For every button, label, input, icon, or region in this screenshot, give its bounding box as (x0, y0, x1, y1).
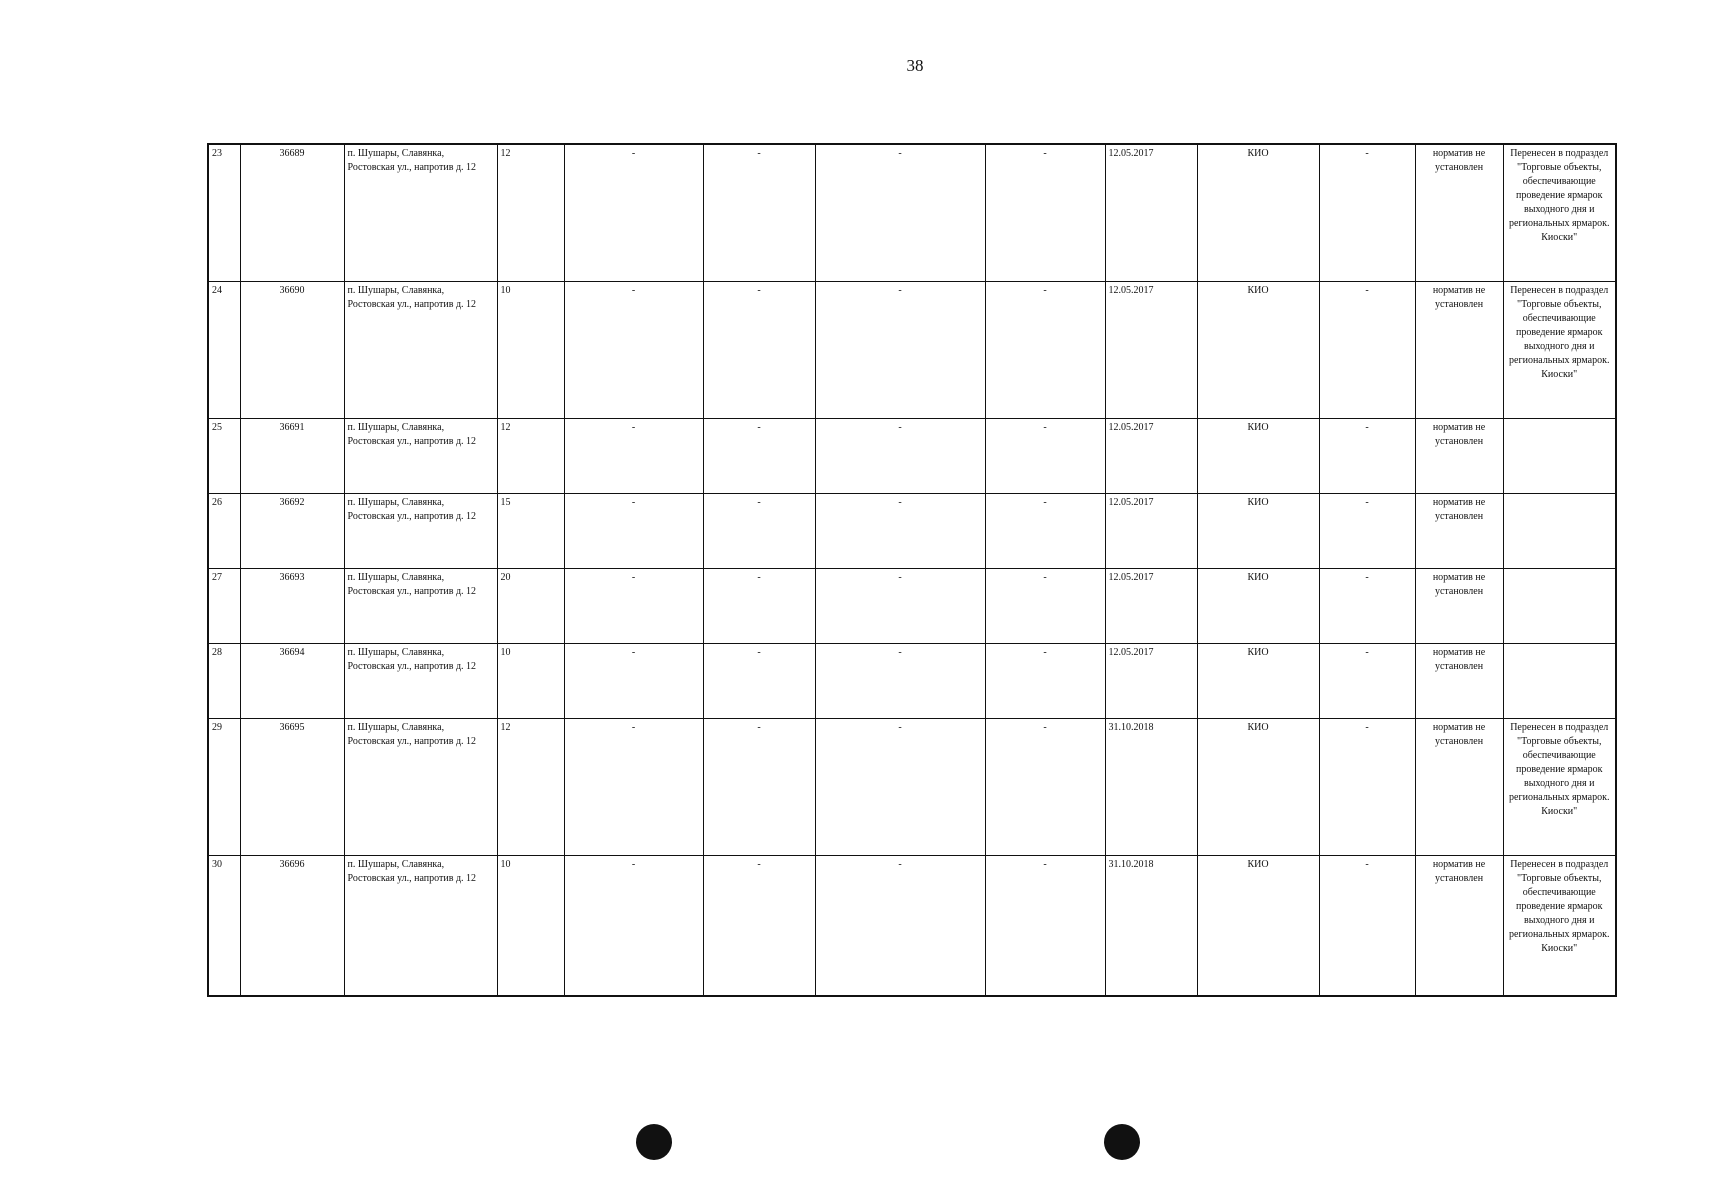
col8-cell: - (985, 568, 1105, 643)
address-cell: п. Шушары, Славянка, Ростовская ул., напротив д. 12 (344, 718, 497, 855)
address-cell: п. Шушары, Славянка, Ростовская ул., напротив д. 12 (344, 568, 497, 643)
col8-cell: - (985, 718, 1105, 855)
area-cell: 10 (497, 855, 564, 996)
col11-cell: - (1319, 493, 1415, 568)
table-row (208, 568, 1616, 643)
date-cell: 12.05.2017 (1105, 418, 1197, 493)
col5-cell: - (564, 643, 703, 718)
col5-cell: - (564, 418, 703, 493)
col7-cell: - (815, 493, 985, 568)
date-cell: 12.05.2017 (1105, 643, 1197, 718)
organization-cell: КИО (1197, 855, 1319, 996)
col11-cell: - (1319, 281, 1415, 418)
col5-cell: - (564, 855, 703, 996)
col8-cell: - (985, 493, 1105, 568)
norm-cell: норматив не установлен (1415, 418, 1503, 493)
col5-cell: - (564, 568, 703, 643)
note-cell: Перенесен в подраздел "Торговые объекты, обеспечивающие проведение ярмарок выходного дня и региональных ярмарок. Киоски" (1503, 281, 1616, 418)
row-number-cell: 25 (208, 418, 240, 493)
norm-cell: норматив не установлен (1415, 643, 1503, 718)
norm-cell: норматив не установлен (1415, 493, 1503, 568)
object-id-cell: 36696 (240, 855, 344, 996)
date-cell: 12.05.2017 (1105, 144, 1197, 281)
object-id-cell: 36693 (240, 568, 344, 643)
norm-cell: норматив не установлен (1415, 718, 1503, 855)
punch-hole-right (1104, 1124, 1140, 1160)
date-cell: 12.05.2017 (1105, 493, 1197, 568)
col5-cell: - (564, 144, 703, 281)
col8-cell: - (985, 643, 1105, 718)
object-id-cell: 36695 (240, 718, 344, 855)
table-body (208, 144, 1616, 996)
organization-cell: КИО (1197, 144, 1319, 281)
note-cell (1503, 568, 1616, 643)
punch-hole-left (636, 1124, 672, 1160)
row-number-cell: 27 (208, 568, 240, 643)
col6-cell: - (703, 493, 815, 568)
date-cell: 31.10.2018 (1105, 855, 1197, 996)
row-number-cell: 30 (208, 855, 240, 996)
area-cell: 12 (497, 144, 564, 281)
area-cell: 15 (497, 493, 564, 568)
registry-table (207, 143, 1617, 997)
organization-cell: КИО (1197, 418, 1319, 493)
col6-cell: - (703, 281, 815, 418)
table-row (208, 643, 1616, 718)
address-cell: п. Шушары, Славянка, Ростовская ул., напротив д. 12 (344, 281, 497, 418)
page-number: 38 (906, 56, 924, 75)
object-id-cell: 36690 (240, 281, 344, 418)
area-cell: 10 (497, 643, 564, 718)
col8-cell: - (985, 281, 1105, 418)
table-row (208, 855, 1616, 996)
row-number-cell: 24 (208, 281, 240, 418)
norm-cell: норматив не установлен (1415, 855, 1503, 996)
date-cell: 12.05.2017 (1105, 568, 1197, 643)
col6-cell: - (703, 144, 815, 281)
col7-cell: - (815, 643, 985, 718)
note-cell: Перенесен в подраздел "Торговые объекты, обеспечивающие проведение ярмарок выходного дня и региональных ярмарок. Киоски" (1503, 718, 1616, 855)
address-cell: п. Шушары, Славянка, Ростовская ул., напротив д. 12 (344, 418, 497, 493)
col5-cell: - (564, 281, 703, 418)
col5-cell: - (564, 718, 703, 855)
table-row (208, 493, 1616, 568)
col5-cell: - (564, 493, 703, 568)
norm-cell: норматив не установлен (1415, 281, 1503, 418)
col6-cell: - (703, 855, 815, 996)
col6-cell: - (703, 418, 815, 493)
col7-cell: - (815, 855, 985, 996)
col8-cell: - (985, 418, 1105, 493)
area-cell: 20 (497, 568, 564, 643)
col7-cell: - (815, 144, 985, 281)
object-id-cell: 36692 (240, 493, 344, 568)
date-cell: 12.05.2017 (1105, 281, 1197, 418)
row-number-cell: 23 (208, 144, 240, 281)
area-cell: 10 (497, 281, 564, 418)
note-cell: Перенесен в подраздел "Торговые объекты, обеспечивающие проведение ярмарок выходного дня и региональных ярмарок. Киоски" (1503, 144, 1616, 281)
norm-cell: норматив не установлен (1415, 568, 1503, 643)
organization-cell: КИО (1197, 281, 1319, 418)
col7-cell: - (815, 281, 985, 418)
col6-cell: - (703, 568, 815, 643)
col11-cell: - (1319, 643, 1415, 718)
table-row (208, 718, 1616, 855)
object-id-cell: 36691 (240, 418, 344, 493)
col11-cell: - (1319, 718, 1415, 855)
col8-cell: - (985, 144, 1105, 281)
organization-cell: КИО (1197, 568, 1319, 643)
object-id-cell: 36689 (240, 144, 344, 281)
col6-cell: - (703, 643, 815, 718)
note-cell (1503, 418, 1616, 493)
organization-cell: КИО (1197, 493, 1319, 568)
col11-cell: - (1319, 568, 1415, 643)
row-number-cell: 29 (208, 718, 240, 855)
table-row (208, 418, 1616, 493)
col8-cell: - (985, 855, 1105, 996)
row-number-cell: 26 (208, 493, 240, 568)
object-id-cell: 36694 (240, 643, 344, 718)
col7-cell: - (815, 718, 985, 855)
organization-cell: КИО (1197, 718, 1319, 855)
area-cell: 12 (497, 418, 564, 493)
col7-cell: - (815, 418, 985, 493)
col7-cell: - (815, 568, 985, 643)
col11-cell: - (1319, 144, 1415, 281)
row-number-cell: 28 (208, 643, 240, 718)
date-cell: 31.10.2018 (1105, 718, 1197, 855)
col11-cell: - (1319, 855, 1415, 996)
address-cell: п. Шушары, Славянка, Ростовская ул., напротив д. 12 (344, 144, 497, 281)
address-cell: п. Шушары, Славянка, Ростовская ул., напротив д. 12 (344, 493, 497, 568)
note-cell (1503, 493, 1616, 568)
col6-cell: - (703, 718, 815, 855)
table-row (208, 281, 1616, 418)
norm-cell: норматив не установлен (1415, 144, 1503, 281)
organization-cell: КИО (1197, 643, 1319, 718)
address-cell: п. Шушары, Славянка, Ростовская ул., напротив д. 12 (344, 643, 497, 718)
note-cell (1503, 643, 1616, 718)
area-cell: 12 (497, 718, 564, 855)
col11-cell: - (1319, 418, 1415, 493)
note-cell: Перенесен в подраздел "Торговые объекты, обеспечивающие проведение ярмарок выходного дня и региональных ярмарок. Киоски" (1503, 855, 1616, 996)
table-row (208, 144, 1616, 281)
address-cell: п. Шушары, Славянка, Ростовская ул., напротив д. 12 (344, 855, 497, 996)
